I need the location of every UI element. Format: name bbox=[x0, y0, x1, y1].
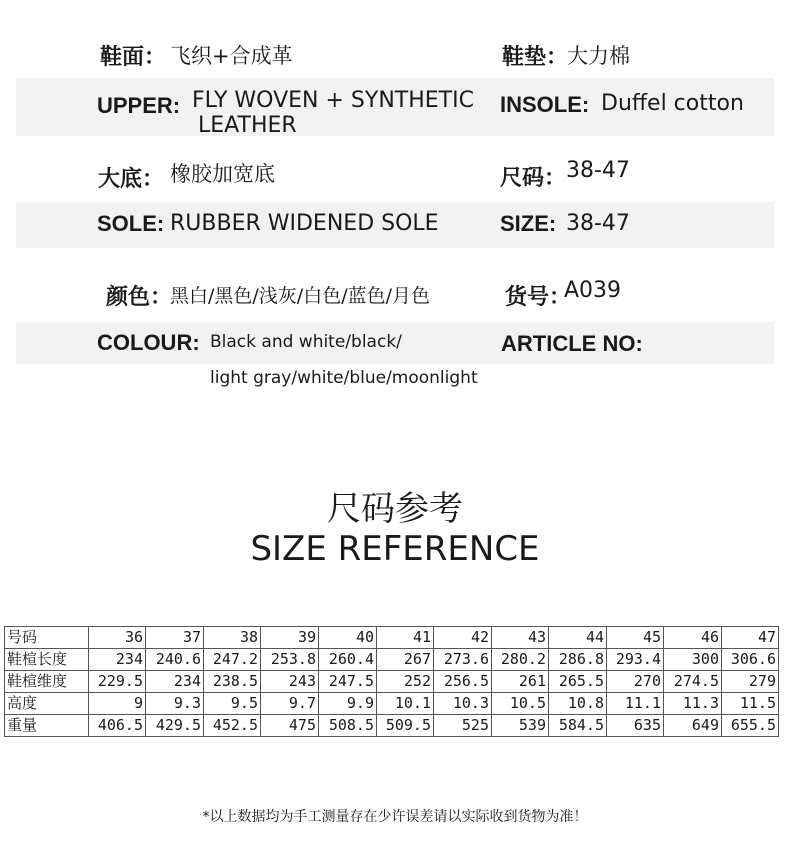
size-en-value: 38-47 bbox=[566, 211, 630, 236]
table-cell: 306.6 bbox=[722, 649, 779, 671]
table-cell: 539 bbox=[492, 715, 549, 737]
insole-en-label: INSOLE: bbox=[500, 92, 590, 117]
table-cell: 9.3 bbox=[146, 693, 204, 715]
insole-en-value: Duffel cotton bbox=[601, 91, 744, 116]
table-cell: 649 bbox=[664, 715, 722, 737]
table-row bbox=[5, 693, 779, 715]
sole-en-value: RUBBER WIDENED SOLE bbox=[170, 211, 439, 236]
size-zh-value: 38-47 bbox=[566, 158, 630, 183]
table-cell: 429.5 bbox=[146, 715, 204, 737]
table-cell: 39 bbox=[261, 627, 319, 649]
upper-en-label: UPPER: bbox=[97, 93, 181, 118]
row-header: 重量 bbox=[5, 715, 89, 737]
table-cell: 10.1 bbox=[377, 693, 434, 715]
table-cell: 584.5 bbox=[549, 715, 607, 737]
article-en-label: ARTICLE NO: bbox=[501, 331, 643, 356]
table-cell: 280.2 bbox=[492, 649, 549, 671]
sole-zh-value: 橡胶加宽底 bbox=[170, 162, 275, 186]
table-cell: 10.3 bbox=[434, 693, 492, 715]
article-zh-value: A039 bbox=[564, 278, 622, 303]
table-cell: 247.5 bbox=[319, 671, 377, 693]
table-cell: 525 bbox=[434, 715, 492, 737]
table-cell: 9.5 bbox=[204, 693, 261, 715]
table-cell: 635 bbox=[607, 715, 664, 737]
row-header: 鞋楦长度 bbox=[5, 649, 89, 671]
table-row bbox=[5, 715, 779, 737]
table-cell: 475 bbox=[261, 715, 319, 737]
size-table bbox=[4, 626, 779, 737]
row-header: 号码 bbox=[5, 627, 89, 649]
table-cell: 273.6 bbox=[434, 649, 492, 671]
table-cell: 260.4 bbox=[319, 649, 377, 671]
table-cell: 256.5 bbox=[434, 671, 492, 693]
table-cell: 274.5 bbox=[664, 671, 722, 693]
row-header: 高度 bbox=[5, 693, 89, 715]
upper-zh-value: 飞织+合成革 bbox=[170, 44, 293, 68]
table-cell: 240.6 bbox=[146, 649, 204, 671]
table-cell: 9.9 bbox=[319, 693, 377, 715]
table-cell: 9 bbox=[89, 693, 146, 715]
table-cell: 261 bbox=[492, 671, 549, 693]
table-cell: 10.8 bbox=[549, 693, 607, 715]
table-cell: 234 bbox=[146, 671, 204, 693]
table-cell: 243 bbox=[261, 671, 319, 693]
table-cell: 655.5 bbox=[722, 715, 779, 737]
table-cell: 234 bbox=[89, 649, 146, 671]
table-cell: 406.5 bbox=[89, 715, 146, 737]
table-cell: 279 bbox=[722, 671, 779, 693]
upper-en-value-line2: LEATHER bbox=[198, 113, 297, 138]
table-row bbox=[5, 671, 779, 693]
upper-zh-label: 鞋面： bbox=[100, 44, 167, 69]
sole-zh-label: 大底： bbox=[98, 166, 165, 191]
table-cell: 46 bbox=[664, 627, 722, 649]
size-en-label: SIZE: bbox=[500, 211, 557, 236]
table-cell: 452.5 bbox=[204, 715, 261, 737]
table-cell: 11.3 bbox=[664, 693, 722, 715]
table-cell: 267 bbox=[377, 649, 434, 671]
table-cell: 37 bbox=[146, 627, 204, 649]
table-cell: 47 bbox=[722, 627, 779, 649]
insole-zh-label: 鞋垫： bbox=[502, 44, 569, 69]
row-header: 鞋楦维度 bbox=[5, 671, 89, 693]
table-row bbox=[5, 649, 779, 671]
size-reference-title-zh: 尺码参考 bbox=[327, 489, 463, 529]
article-zh-label: 货号： bbox=[505, 284, 572, 309]
table-cell: 40 bbox=[319, 627, 377, 649]
table-cell: 42 bbox=[434, 627, 492, 649]
colour-zh-value: 黑白/黑色/浅灰/白色/蓝色/月色 bbox=[170, 285, 431, 307]
table-cell: 10.5 bbox=[492, 693, 549, 715]
table-cell: 265.5 bbox=[549, 671, 607, 693]
table-cell: 36 bbox=[89, 627, 146, 649]
table-cell: 252 bbox=[377, 671, 434, 693]
colour-en-value-line1: Black and white/black/ bbox=[210, 332, 402, 352]
table-cell: 9.7 bbox=[261, 693, 319, 715]
table-cell: 229.5 bbox=[89, 671, 146, 693]
table-cell: 508.5 bbox=[319, 715, 377, 737]
upper-en-value-line1: FLY WOVEN + SYNTHETIC bbox=[192, 88, 474, 113]
table-cell: 270 bbox=[607, 671, 664, 693]
sole-en-label: SOLE: bbox=[97, 211, 165, 236]
colour-en-value-line2: light gray/white/blue/moonlight bbox=[210, 368, 478, 388]
table-cell: 11.5 bbox=[722, 693, 779, 715]
size-zh-label: 尺码： bbox=[500, 165, 567, 190]
table-cell: 253.8 bbox=[261, 649, 319, 671]
table-cell: 38 bbox=[204, 627, 261, 649]
table-cell: 293.4 bbox=[607, 649, 664, 671]
colour-en-label: COLOUR: bbox=[97, 330, 200, 355]
table-cell: 43 bbox=[492, 627, 549, 649]
table-cell: 509.5 bbox=[377, 715, 434, 737]
table-cell: 11.1 bbox=[607, 693, 664, 715]
table-cell: 238.5 bbox=[204, 671, 261, 693]
table-cell: 286.8 bbox=[549, 649, 607, 671]
colour-zh-label: 颜色： bbox=[106, 284, 173, 309]
footnote: *以上数据均为手工测量存在少许误差请以实际收到货物为准！ bbox=[202, 809, 588, 825]
table-cell: 300 bbox=[664, 649, 722, 671]
table-cell: 247.2 bbox=[204, 649, 261, 671]
size-reference-title-en: SIZE REFERENCE bbox=[250, 529, 540, 569]
table-cell: 44 bbox=[549, 627, 607, 649]
table-cell: 45 bbox=[607, 627, 664, 649]
table-cell: 41 bbox=[377, 627, 434, 649]
table-row bbox=[5, 627, 779, 649]
insole-zh-value: 大力棉 bbox=[567, 44, 630, 68]
